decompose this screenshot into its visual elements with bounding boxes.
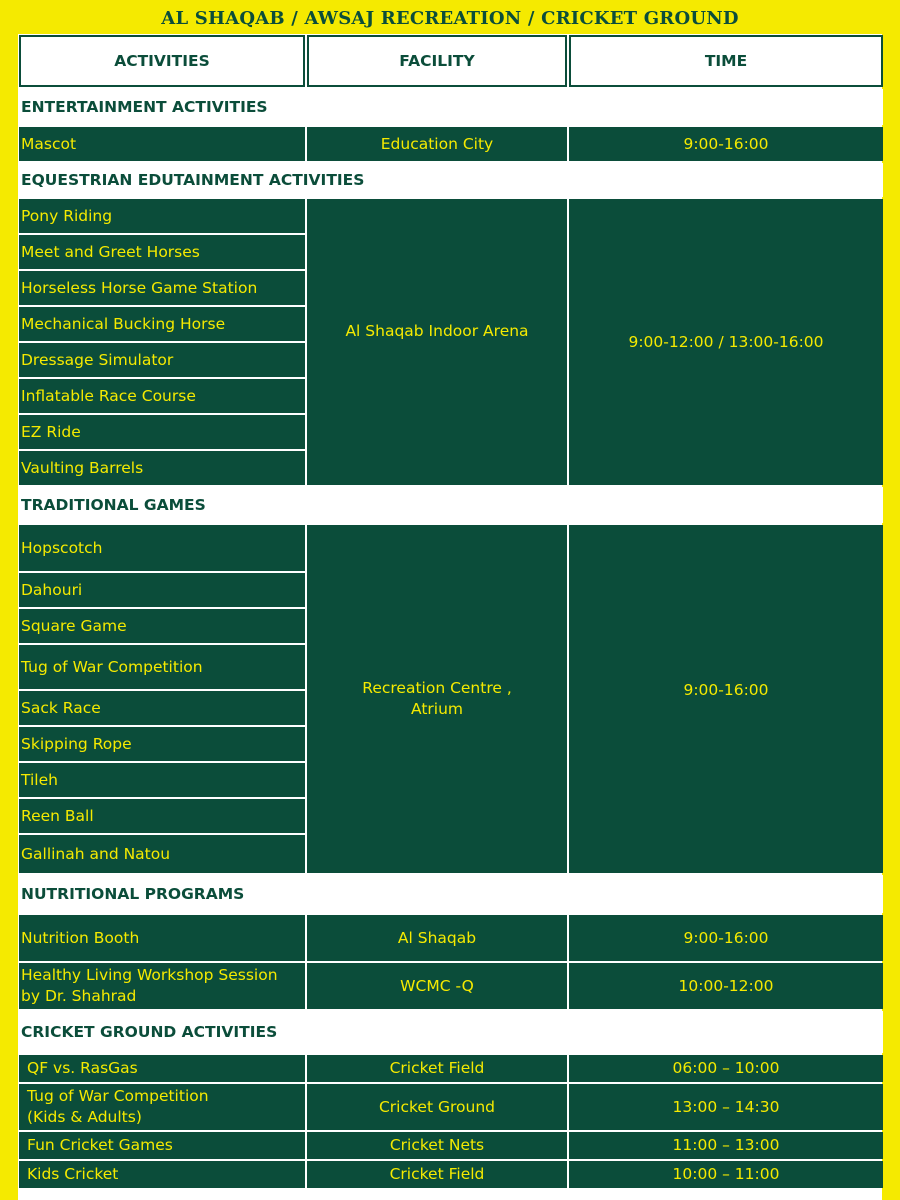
time-cell: 9:00-16:00 — [569, 127, 883, 161]
activity-line-1: Healthy Living Workshop Session — [21, 966, 278, 984]
time-cell: 10:00 – 11:00 — [569, 1161, 883, 1188]
schedule-page — [18, 34, 882, 1200]
facility-cell: Education City — [307, 127, 567, 161]
facility-cell: Cricket Nets — [307, 1132, 567, 1159]
facility-cell: WCMC -Q — [307, 963, 567, 1009]
activity-cell: Inflatable Race Course — [19, 379, 305, 413]
time-cell: 9:00-16:00 — [569, 525, 883, 873]
time-cell: 06:00 – 10:00 — [569, 1055, 883, 1082]
activity-cell: Dressage Simulator — [19, 343, 305, 377]
activity-cell: Mascot — [19, 127, 305, 161]
table-row — [19, 525, 883, 571]
activity-cell: Tug of War Competition — [19, 645, 305, 689]
activity-line-1: Tug of War Competition — [27, 1087, 209, 1105]
activity-cell: Gallinah and Natou — [19, 835, 305, 873]
facility-cell: Al Shaqab — [307, 915, 567, 961]
activity-cell — [19, 963, 305, 1009]
activity-cell: Square Game — [19, 609, 305, 643]
header-activities: ACTIVITIES — [19, 35, 305, 87]
table-row — [19, 915, 883, 961]
table-row — [19, 1055, 883, 1082]
time-cell: 9:00-12:00 / 13:00-16:00 — [569, 199, 883, 485]
activity-cell: Tileh — [19, 763, 305, 797]
time-cell: 9:00-16:00 — [569, 915, 883, 961]
table-row — [19, 1084, 883, 1130]
section-heading-nutritional: NUTRITIONAL PROGRAMS — [19, 875, 883, 913]
facility-cell: Cricket Ground — [307, 1084, 567, 1130]
activity-cell — [19, 1084, 305, 1130]
activity-cell: Nutrition Booth — [19, 915, 305, 961]
facility-line-2: Atrium — [410, 700, 463, 718]
table-row — [19, 199, 883, 233]
table-row — [19, 127, 883, 161]
activity-cell: Skipping Rope — [19, 727, 305, 761]
activity-cell: Pony Riding — [19, 199, 305, 233]
activity-cell: Fun Cricket Games — [19, 1132, 305, 1159]
activity-cell: Reen Ball — [19, 799, 305, 833]
section-heading-entertainment: ENTERTAINMENT ACTIVITIES — [19, 89, 883, 125]
activity-cell: Mechanical Bucking Horse — [19, 307, 305, 341]
header-facility: FACILITY — [307, 35, 567, 87]
table-row — [19, 963, 883, 1009]
table-row — [19, 1161, 883, 1188]
header-time: TIME — [569, 35, 883, 87]
time-cell: 11:00 – 13:00 — [569, 1132, 883, 1159]
section-heading-equestrian: EQUESTRIAN EDUTAINMENT ACTIVITIES — [19, 163, 883, 197]
activity-cell: Vaulting Barrels — [19, 451, 305, 485]
facility-line-1: Recreation Centre , — [362, 679, 512, 697]
time-cell: 10:00-12:00 — [569, 963, 883, 1009]
activity-line-2: by Dr. Shahrad — [21, 987, 137, 1005]
document-title: AL SHAQAB / AWSAJ RECREATION / CRICKET GROUND — [161, 8, 739, 29]
time-cell: 13:00 – 14:30 — [569, 1084, 883, 1130]
section-heading-traditional: TRADITIONAL GAMES — [19, 487, 883, 523]
facility-cell: Cricket Field — [307, 1161, 567, 1188]
activity-cell: EZ Ride — [19, 415, 305, 449]
activity-cell: Horseless Horse Game Station — [19, 271, 305, 305]
table-row — [19, 1132, 883, 1159]
activity-cell: Hopscotch — [19, 525, 305, 571]
activity-cell: Meet and Greet Horses — [19, 235, 305, 269]
activity-cell: Dahouri — [19, 573, 305, 607]
facility-cell — [307, 525, 567, 873]
section-heading-cricket: CRICKET GROUND ACTIVITIES — [19, 1011, 883, 1053]
header-row — [19, 35, 883, 87]
schedule-table — [17, 33, 885, 1190]
facility-cell: Cricket Field — [307, 1055, 567, 1082]
activity-line-2: (Kids & Adults) — [27, 1108, 142, 1126]
activity-cell: Kids Cricket — [19, 1161, 305, 1188]
activity-cell: Sack Race — [19, 691, 305, 725]
activity-cell: QF vs. RasGas — [19, 1055, 305, 1082]
facility-cell: Al Shaqab Indoor Arena — [307, 199, 567, 485]
